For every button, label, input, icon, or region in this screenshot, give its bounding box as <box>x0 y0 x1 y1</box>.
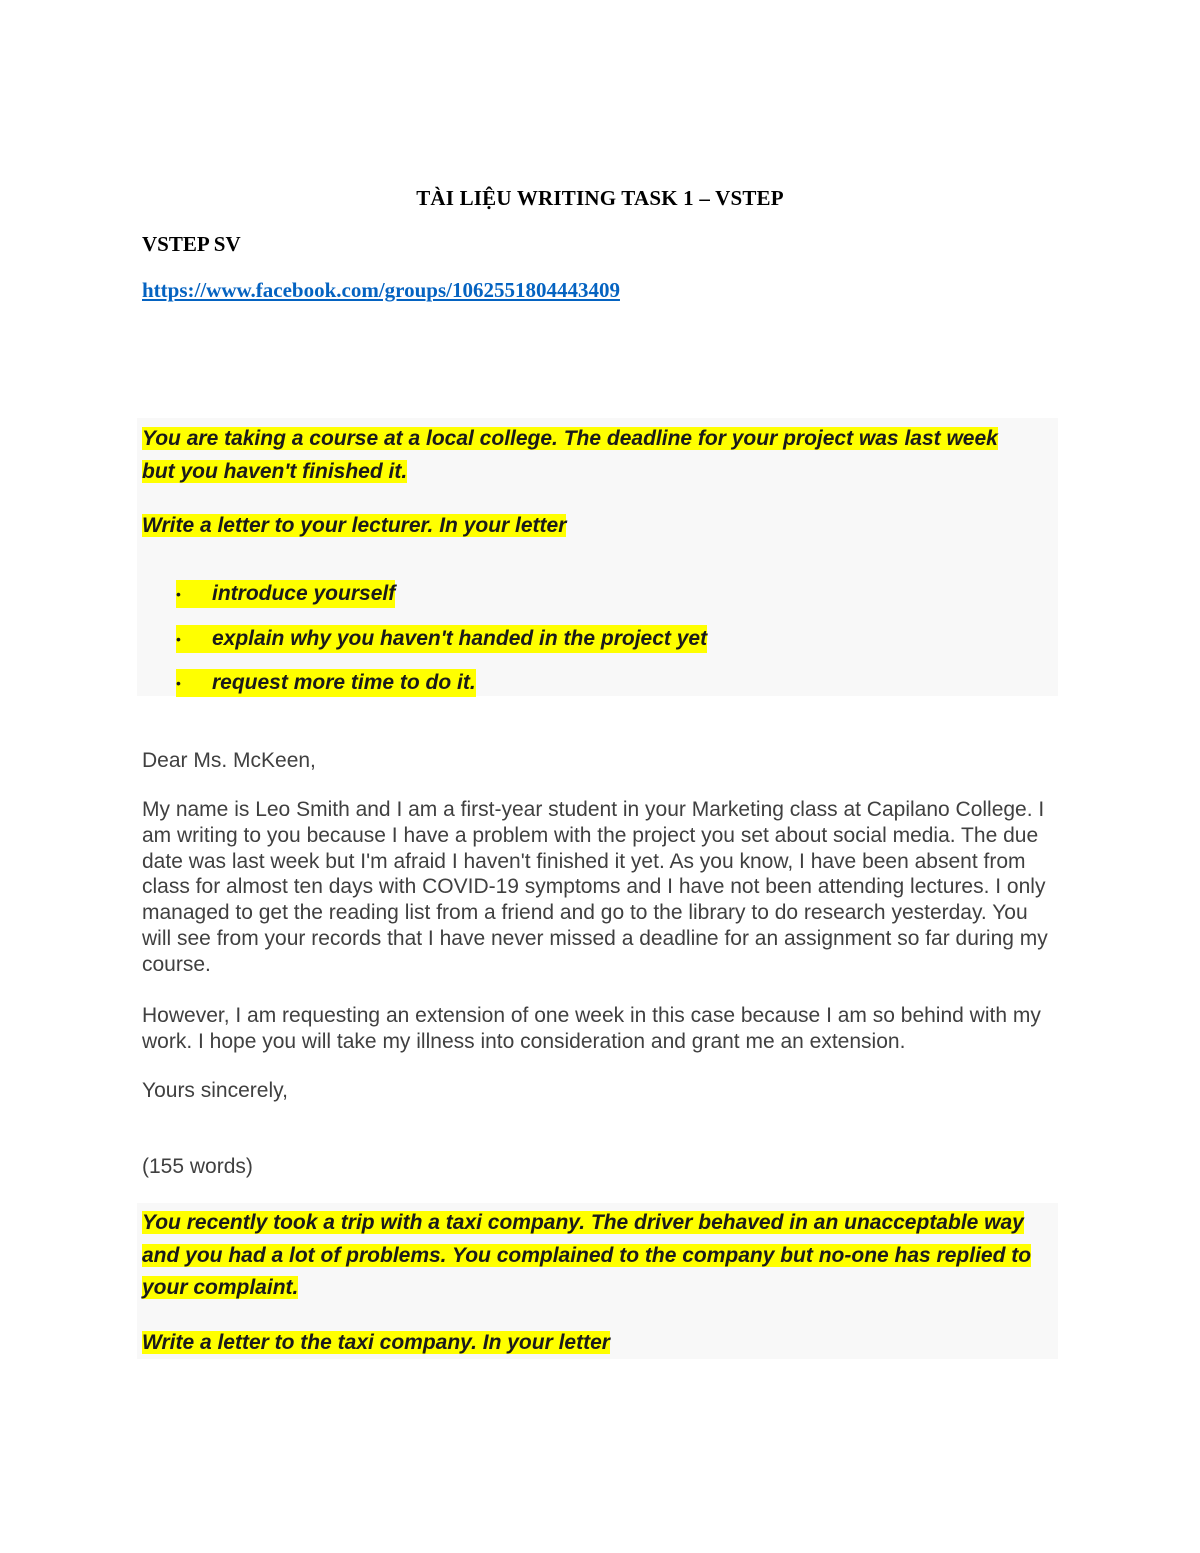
task2-instruction <box>142 1327 1022 1360</box>
task2-instruction-text: Write a letter to the taxi company. In your letter <box>142 1331 610 1354</box>
task1-bullet-item <box>176 667 476 699</box>
document-subtitle: VSTEP SV <box>142 232 241 256</box>
task2-prompt-text: You recently took a trip with a taxi company. The driver behaved in an unacceptable way and you had a lot of problems. You complained to the company but no-one has replied to your complaint. <box>142 1211 1032 1299</box>
task1-instruction-text: Write a letter to your lecturer. In your letter <box>142 514 567 537</box>
letter-paragraph-2: However, I am requesting an extension of one week in this case because I am so behind with my work. I hope you will take my illness into consideration and grant me an extension. <box>142 1004 1041 1053</box>
task1-bullet-item <box>176 578 395 610</box>
bullet-icon: • <box>176 669 208 697</box>
task1-bullet-text: explain why you haven't handed in the project yet <box>208 625 707 653</box>
task1-bullet-text: introduce yourself <box>208 580 395 608</box>
letter-paragraph-1: My name is Leo Smith and I am a first-year student in your Marketing class at Capilano College. I am writing to you because I have a problem with the project you set about social media. The due date was last week but I'm afraid I haven't finished it yet. As you know, I have been absent from class for almost ten days with COVID-19 symptoms and I have not been attending lectures. I only managed to get the reading list from a friend and go to the library to do research yesterday. You will see from your records that I have never missed a deadline for an assignment so far during my course. <box>142 798 1048 976</box>
word-count: (155 words) <box>142 1155 253 1178</box>
task1-prompt-text: You are taking a course at a local college. The deadline for your project was last week but you haven't finished it. <box>142 427 998 483</box>
bullet-icon: • <box>176 625 208 653</box>
bullet-icon: • <box>176 580 208 608</box>
task1-prompt <box>142 423 1022 488</box>
task2-prompt <box>142 1207 1052 1305</box>
facebook-group-link[interactable]: https://www.facebook.com/groups/1062551804443409 <box>142 278 620 302</box>
document-title: TÀI LIỆU WRITING TASK 1 – VSTEP <box>416 186 784 210</box>
task1-bullet-text: request more time to do it. <box>208 669 476 697</box>
task1-instruction <box>142 510 1022 543</box>
letter-closing: Yours sincerely, <box>142 1079 288 1102</box>
letter-greeting: Dear Ms. McKeen, <box>142 749 316 772</box>
task1-bullet-item <box>176 623 707 655</box>
